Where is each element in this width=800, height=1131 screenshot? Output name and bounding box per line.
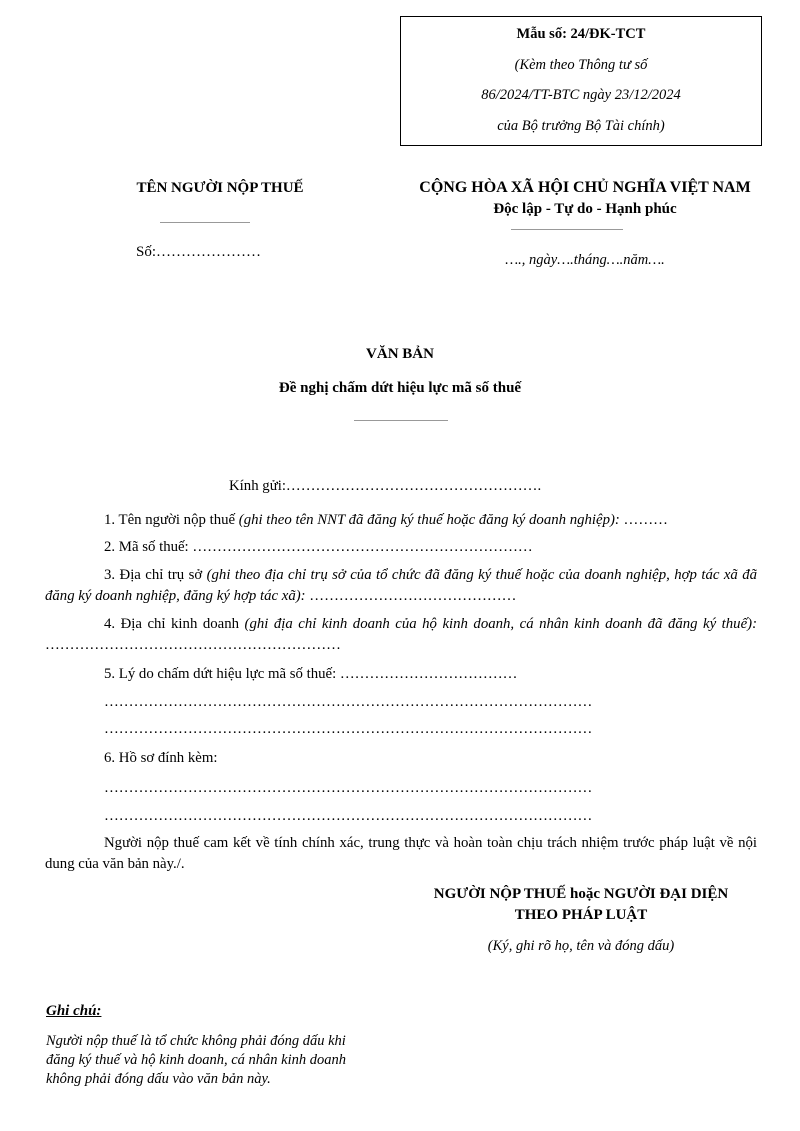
item-head-office-address [45,565,757,607]
taxpayer-name-header: TÊN NGƯỜI NỘP THUẾ [136,180,304,196]
form-basis-line1: (Kèm theo Thông tư số [514,57,648,73]
signature-title-line1: NGƯỜI NỘP THUẾ hoặc NGƯỜI ĐẠI DIỆN [433,886,729,902]
item4-label: 4. Địa chỉ kinh doanh [104,616,240,632]
item3-fill: …………………………………… [305,588,517,604]
item3-label: 3. Địa chỉ trụ sở [104,567,203,583]
right-header-rule [511,229,623,230]
document-number: Số:………………… [136,244,262,260]
note-line-1: Người nộp thuế là tổ chức không phải đóng dấu khi [46,1033,346,1049]
item-attachments: 6. Hồ sơ đính kèm: [104,750,218,766]
national-title: CỘNG HÒA XÃ HỘI CHỦ NGHĨA VIỆT NAM [419,179,751,196]
date-line: …., ngày….tháng….năm…. [505,252,665,268]
item-termination-reason: 5. Lý do chấm dứt hiệu lực mã số thuế: ……………………………… [104,666,518,682]
commitment-paragraph: Người nộp thuế cam kết về tính chính xác, trung thực và hoàn toàn chịu trách nhiệm trước pháp luật về nội dung của văn bản này./. [45,835,757,872]
reason-fill-line-2: ……………………………………………………………………………………… [104,721,593,737]
note-line-3: không phải đóng dấu vào văn bản này. [46,1071,271,1087]
item1-label: 1. Tên người nộp thuế [104,512,236,528]
form-code-box [400,16,762,146]
document-title: VĂN BẢN [366,346,434,362]
signature-title-line2: THEO PHÁP LUẬT [514,907,648,923]
document-subtitle: Đề nghị chấm dứt hiệu lực mã số thuế [278,380,522,396]
note-line-2: đăng ký thuế và hộ kinh doanh, cá nhân kinh doanh [46,1052,347,1068]
item4-fill: …………………………………………………… [45,637,341,653]
item1-note: (ghi theo tên NNT đã đăng ký thuế hoặc đăng ký doanh nghiệp): [238,512,620,528]
item1-fill: ……… [619,512,668,528]
addressee-line: Kính gửi:……………………………………………. [229,478,542,494]
item-business-address [45,614,757,656]
note-heading: Ghi chú: [46,1003,102,1019]
note-text [46,1032,346,1089]
form-basis-line2: 86/2024/TT-BTC ngày 23/12/2024 [481,87,681,103]
form-basis-line3: của Bộ trưởng Bộ Tài chính) [497,118,665,134]
item-taxpayer-name [104,510,668,531]
reason-fill-line-1: ……………………………………………………………………………………… [104,694,593,710]
national-motto: Độc lập - Tự do - Hạnh phúc [493,201,677,217]
form-code: Mẫu số: 24/ĐK-TCT [516,26,646,42]
item4-note: (ghi địa chỉ kinh doanh của hộ kinh doanh, cá nhân kinh doanh đã đăng ký thuế): [244,616,758,632]
attachments-fill-line-1: ……………………………………………………………………………………… [104,780,593,796]
item3-note: (ghi theo địa chỉ trụ sở của tổ chức đã đăng ký thuế hoặc của doanh nghiệp, hợp tác xã đã đăng ký doanh nghiệp, đăng ký hợp tác xã): [45,567,758,604]
left-header-rule [160,222,250,223]
item-tax-code: 2. Mã số thuế: …………………………………………………………… [104,539,533,555]
title-rule [354,420,448,421]
signature-instruction: (Ký, ghi rõ họ, tên và đóng dấu) [487,938,675,954]
attachments-fill-line-2: ……………………………………………………………………………………… [104,808,593,824]
